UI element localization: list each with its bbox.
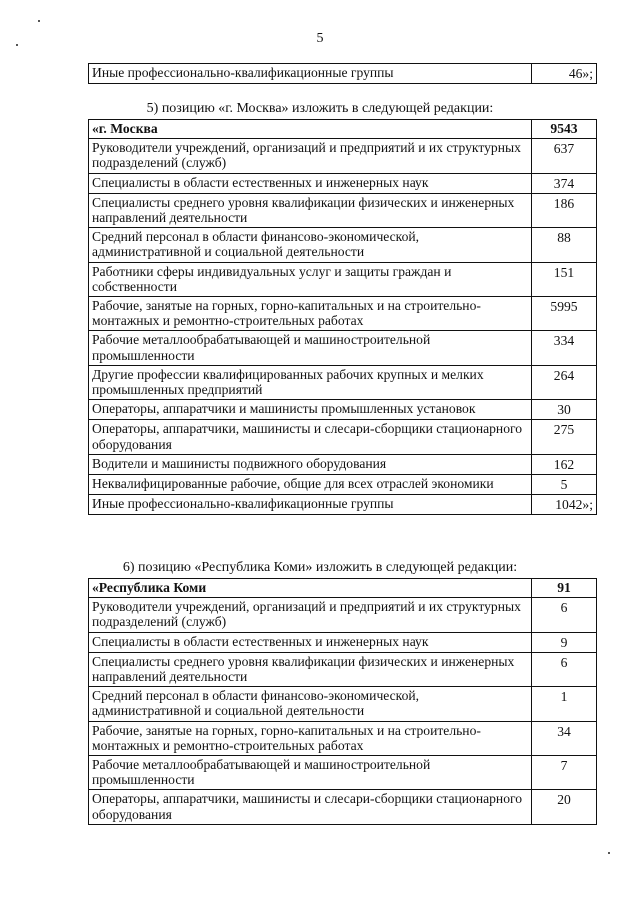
table-row — [89, 262, 597, 296]
row-label: Операторы, аппаратчики, машинисты и слесари-сборщики стационарного оборудования — [89, 420, 532, 454]
table-row — [89, 193, 597, 227]
region-total: 9543 — [532, 120, 597, 139]
row-label: Операторы, аппаратчики и машинисты промышленных установок — [89, 400, 532, 420]
table-row — [89, 297, 597, 331]
row-label: Операторы, аппаратчики, машинисты и слесари-сборщики стационарного оборудования — [89, 790, 532, 824]
table-header-row — [89, 579, 597, 598]
row-value: 46»; — [532, 64, 597, 84]
table-row — [89, 632, 597, 652]
table-row — [89, 652, 597, 686]
row-label: Специалисты среднего уровня квалификации физических и инженерных направлений деятельности — [89, 193, 532, 227]
scan-speck — [608, 852, 610, 854]
row-value: 6 — [532, 652, 597, 686]
row-label: Работники сферы индивидуальных услуг и защиты граждан и собственности — [89, 262, 532, 296]
row-label: Специалисты в области естественных и инженерных наук — [89, 173, 532, 193]
region-name: «Республика Коми — [89, 579, 532, 598]
row-value: 1042»; — [532, 495, 597, 515]
table-row — [89, 400, 597, 420]
moscow-table — [88, 119, 597, 515]
row-label: Рабочие металлообрабатывающей и машиностроительной промышленности — [89, 756, 532, 790]
row-label: Рабочие, занятые на горных, горно-капитальных и на строительно-монтажных и ремонтно-строительных работах — [89, 297, 532, 331]
table-row — [89, 687, 597, 721]
table-row — [89, 454, 597, 474]
table-row — [89, 475, 597, 495]
row-value: 637 — [532, 139, 597, 173]
row-value: 374 — [532, 173, 597, 193]
row-value: 5995 — [532, 297, 597, 331]
continuation-table — [88, 63, 597, 84]
scan-speck — [38, 20, 40, 22]
table-row — [89, 420, 597, 454]
komi-intro: 6) позицию «Республика Коми» изложить в следующей редакции: — [122, 560, 518, 575]
row-value: 162 — [532, 454, 597, 474]
row-value: 1 — [532, 687, 597, 721]
table-row — [89, 790, 597, 824]
table-row — [89, 331, 597, 365]
table-row — [89, 756, 597, 790]
region-name: «г. Москва — [89, 120, 532, 139]
table-row — [89, 495, 597, 515]
table-row — [89, 598, 597, 632]
row-label: Специалисты в области естественных и инженерных наук — [89, 632, 532, 652]
row-label: Руководители учреждений, организаций и предприятий и их структурных подразделений (служб) — [89, 598, 532, 632]
row-label: Рабочие металлообрабатывающей и машиностроительной промышленности — [89, 331, 532, 365]
moscow-intro: 5) позицию «г. Москва» изложить в следующей редакции: — [146, 101, 494, 116]
row-label: Руководители учреждений, организаций и предприятий и их структурных подразделений (служб) — [89, 139, 532, 173]
row-label: Иные профессионально-квалификационные группы — [89, 64, 532, 84]
komi-table — [88, 578, 597, 825]
row-value: 275 — [532, 420, 597, 454]
table-header-row — [89, 120, 597, 139]
page-number: 5 — [316, 31, 324, 46]
row-value: 7 — [532, 756, 597, 790]
row-value: 264 — [532, 365, 597, 399]
scan-speck — [16, 44, 18, 46]
region-total: 91 — [532, 579, 597, 598]
row-label: Средний персонал в области финансово-экономической, административной и социальной деятельности — [89, 687, 532, 721]
row-value: 151 — [532, 262, 597, 296]
row-label: Специалисты среднего уровня квалификации физических и инженерных направлений деятельности — [89, 652, 532, 686]
row-value: 88 — [532, 228, 597, 262]
table-row — [89, 173, 597, 193]
row-value: 334 — [532, 331, 597, 365]
row-label: Водители и машинисты подвижного оборудования — [89, 454, 532, 474]
row-label: Неквалифицированные рабочие, общие для всех отраслей экономики — [89, 475, 532, 495]
row-value: 9 — [532, 632, 597, 652]
table-row — [89, 228, 597, 262]
table-row — [89, 139, 597, 173]
row-value: 30 — [532, 400, 597, 420]
row-label: Иные профессионально-квалификационные группы — [89, 495, 532, 515]
table-row — [89, 721, 597, 755]
table-row — [89, 64, 597, 84]
row-value: 5 — [532, 475, 597, 495]
table-row — [89, 365, 597, 399]
row-value: 6 — [532, 598, 597, 632]
row-label: Другие профессии квалифицированных рабочих крупных и мелких промышленных предприятий — [89, 365, 532, 399]
row-value: 20 — [532, 790, 597, 824]
row-label: Средний персонал в области финансово-экономической, административной и социальной деятельности — [89, 228, 532, 262]
row-label: Рабочие, занятые на горных, горно-капитальных и на строительно-монтажных и ремонтно-строительных работах — [89, 721, 532, 755]
row-value: 34 — [532, 721, 597, 755]
row-value: 186 — [532, 193, 597, 227]
